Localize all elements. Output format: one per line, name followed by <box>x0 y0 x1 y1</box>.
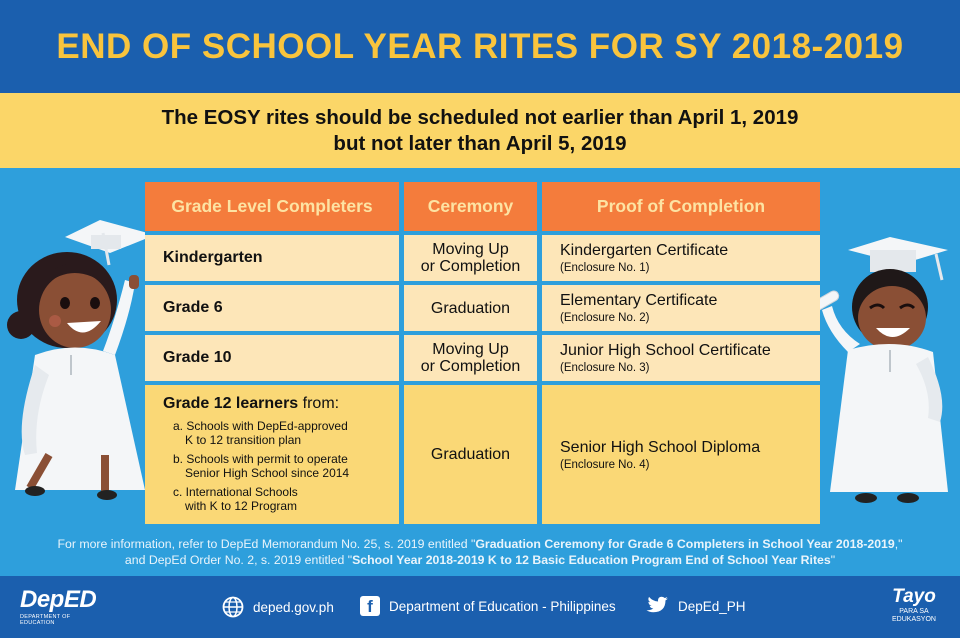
facebook-label: Department of Education - Philippines <box>389 598 616 614</box>
proof-enclosure: (Enclosure No. 2) <box>560 312 650 324</box>
proof-title: Elementary Certificate <box>560 292 718 309</box>
schedule-banner <box>0 93 960 168</box>
proof-enclosure: (Enclosure No. 3) <box>560 362 650 374</box>
grade12-item-b: b. Schools with permit to operate Senior High School since 2014 <box>173 452 350 480</box>
proof-title: Kindergarten Certificate <box>560 242 729 259</box>
page-title: END OF SCHOOL YEAR RITES FOR SY 2018-2019 <box>56 26 904 66</box>
row-kindergarten-proof <box>542 235 820 281</box>
proof-enclosure: (Enclosure No. 4) <box>560 458 650 471</box>
facebook-icon: f <box>360 596 380 616</box>
row-grade12-proof <box>542 385 820 524</box>
twitter-icon <box>645 596 669 616</box>
schedule-line-1: The EOSY rites should be scheduled not earlier than April 1, 2019 <box>161 105 799 129</box>
ceremony-line-1: Graduation <box>430 446 511 463</box>
footnote-line-2: and DepEd Order No. 2, s. 2019 entitled "School Year 2018-2019 K to 12 Basic Education Program End of School Year Rites" <box>124 553 836 567</box>
deped-logo-subtitle: DEPARTMENT OF EDUCATION <box>20 614 71 626</box>
twitter-label: DepEd_PH <box>678 598 746 614</box>
twitter-link[interactable] <box>645 596 746 616</box>
row-grade12-ceremony <box>404 385 537 524</box>
graduate-girl-illustration <box>5 205 145 505</box>
website-link[interactable] <box>222 596 334 618</box>
row-kindergarten-ceremony <box>404 235 537 281</box>
proof-enclosure: (Enclosure No. 1) <box>560 262 650 274</box>
ceremony-line-2: or Completion <box>420 258 521 275</box>
proof-title: Junior High School Certificate <box>560 342 771 359</box>
deped-logo-word: DepED <box>20 586 97 613</box>
title-bar <box>0 0 960 93</box>
footnote <box>0 536 960 568</box>
tayo-logo-sub1: PARA SA <box>899 608 929 615</box>
schedule-line-2: but not later than April 5, 2019 <box>333 131 627 155</box>
header-grade-level: Grade Level Completers <box>145 182 399 231</box>
footer-bar <box>0 576 960 638</box>
row-grade6-proof <box>542 285 820 331</box>
facebook-link[interactable] <box>360 596 616 616</box>
row-grade6-ceremony <box>404 285 537 331</box>
ceremony-line-1: Graduation <box>430 299 511 317</box>
header-proof: Proof of Completion <box>542 182 820 231</box>
ceremony-line-1: Moving Up <box>432 241 509 258</box>
row-grade6-grade: Grade 6 <box>145 285 399 331</box>
row-grade10-ceremony <box>404 335 537 381</box>
tayo-logo-sub2: EDUKASYON <box>892 616 936 623</box>
tayo-logo <box>884 586 944 624</box>
proof-title: Senior High School Diploma <box>560 438 761 456</box>
globe-icon <box>222 596 244 618</box>
deped-logo <box>20 586 100 630</box>
grade12-item-a: a. Schools with DepEd-approved K to 12 transition plan <box>173 419 348 447</box>
row-kindergarten-grade: Kindergarten <box>145 235 399 281</box>
grade12-item-c: c. International Schools with K to 12 Program <box>173 485 298 513</box>
grade12-heading: Grade 12 learners from: <box>163 395 340 412</box>
row-grade10-proof <box>542 335 820 381</box>
ceremony-line-2: or Completion <box>420 358 521 375</box>
header-ceremony: Ceremony <box>404 182 537 231</box>
footnote-line-1: For more information, refer to DepEd Memorandum No. 25, s. 2019 entitled "Graduation Ceremony for Grade 6 Completers in School Year 2018-2019," <box>57 537 903 551</box>
ceremony-line-1: Moving Up <box>432 341 509 358</box>
row-grade10-grade: Grade 10 <box>145 335 399 381</box>
website-label: deped.gov.ph <box>253 599 334 615</box>
tayo-logo-word: Tayo <box>892 586 936 607</box>
row-grade12-grade <box>145 385 399 524</box>
graduate-boy-illustration <box>808 232 953 507</box>
